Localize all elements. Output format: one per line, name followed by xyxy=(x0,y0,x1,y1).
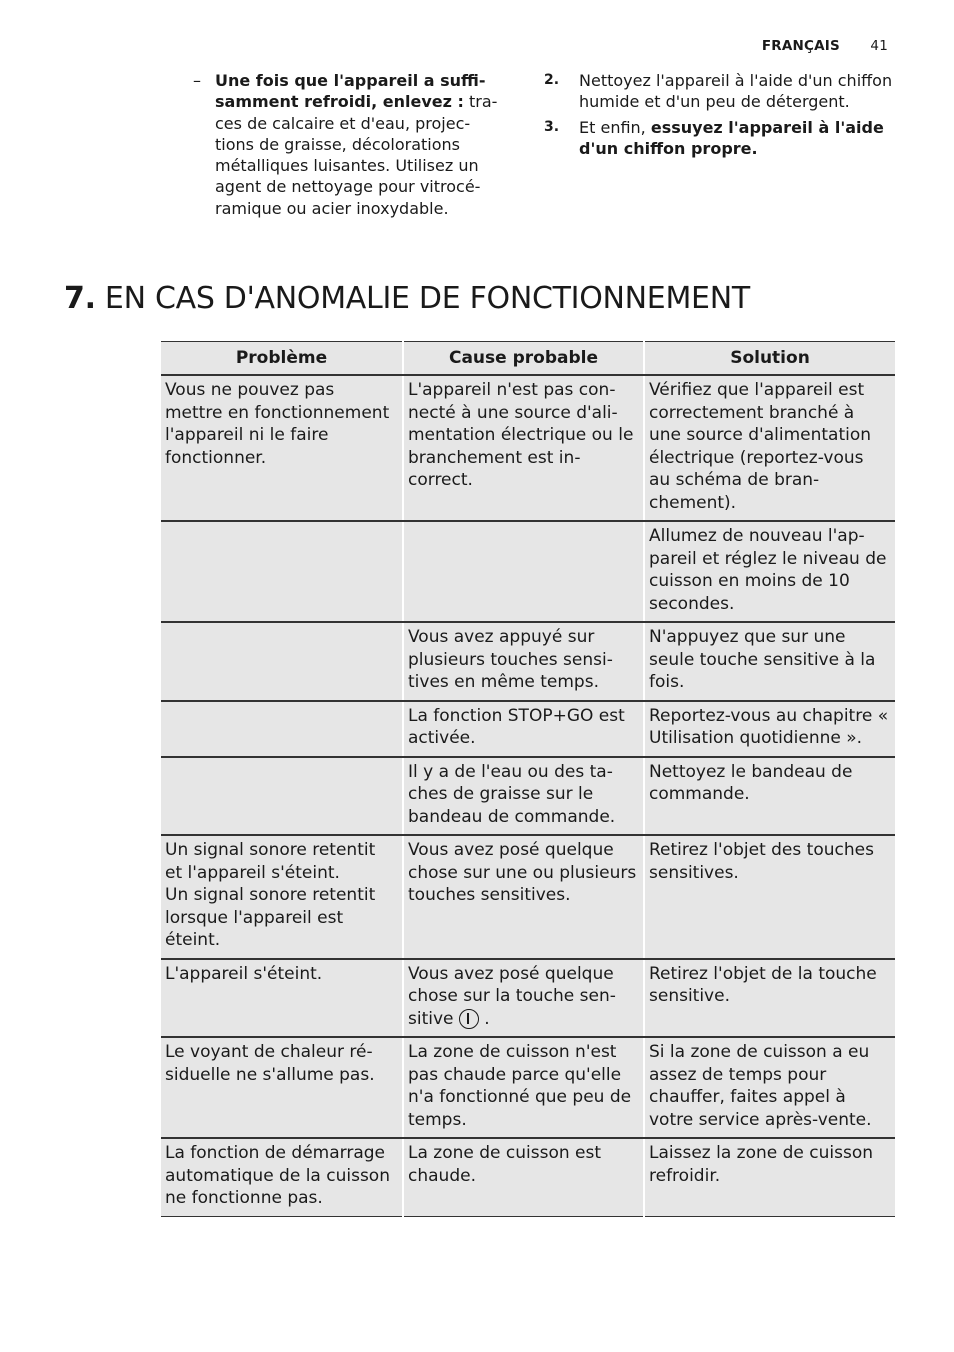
cause-text: Vous avez posé quelque chose sur la touche sensitive xyxy=(408,963,616,1029)
header-problem: Problème xyxy=(161,342,403,376)
problem-line: Un signal sonore retentit lorsque l'appareil est éteint. xyxy=(165,885,376,950)
table-row xyxy=(161,757,895,836)
cause-cell: Vous avez appuyé sur plusieurs touches sensitives en même temps. xyxy=(403,622,644,701)
solution-cell: Reportez-vous au chapitre « Utilisation quotidienne ». xyxy=(644,701,895,757)
solution-cell: Laissez la zone de cuisson refroidir. xyxy=(644,1138,895,1216)
dash-item-body: traces de calcaire et d'eau, projections de graisse, décolorations métalliques luisantes. Utilisez un agent de nettoyage pour vitrocéramique ou acier inoxydable. xyxy=(215,92,498,218)
dash-bullet: – xyxy=(193,71,201,90)
table-row xyxy=(161,622,895,701)
step-text: Et enfin, xyxy=(579,117,651,137)
page-header xyxy=(762,38,888,54)
step-3 xyxy=(544,117,902,160)
table-row xyxy=(161,521,895,622)
cause-cell: Il y a de l'eau ou des taches de graisse sur le bandeau de commande. xyxy=(403,757,644,836)
table-row xyxy=(161,1037,895,1138)
header-cause: Cause probable xyxy=(403,342,644,376)
problem-cell: L'appareil s'éteint. xyxy=(161,959,403,1038)
table-row xyxy=(161,1138,895,1216)
problem-cell xyxy=(161,521,403,622)
problem-cell xyxy=(161,622,403,701)
table-row xyxy=(161,835,895,959)
table-row xyxy=(161,701,895,757)
intro-dash-item xyxy=(193,70,503,219)
problem-cell: Vous ne pouvez pas mettre en fonctionnement l'appareil ni le faire fonctionner. xyxy=(161,375,403,521)
cause-cell xyxy=(403,521,644,622)
cause-cell: La fonction STOP+GO est activée. xyxy=(403,701,644,757)
solution-cell: Vérifiez que l'appareil est correctement branché à une source d'alimentation électrique (reportez-vous au schéma de branchement). xyxy=(644,375,895,521)
step-2 xyxy=(544,70,902,113)
cause-cell: La zone de cuisson n'est pas chaude parce qu'elle n'a fonctionné que peu de temps. xyxy=(403,1037,644,1138)
problem-cell xyxy=(161,701,403,757)
cause-cell xyxy=(403,959,644,1038)
table-header-row xyxy=(161,342,895,376)
step-bold-text: essuyez l'appareil à l'aide d'un chiffon propre. xyxy=(579,117,884,158)
problem-cell: La fonction de démarrage automatique de la cuisson ne fonctionne pas. xyxy=(161,1138,403,1216)
cause-cell: Vous avez posé quelque chose sur une ou plusieurs touches sensitives. xyxy=(403,835,644,959)
dash-item-bold: Une fois que l'appareil a suffisamment refroidi, enlevez : xyxy=(215,71,486,112)
solution-cell: N'appuyez que sur une seule touche sensitive à la fois. xyxy=(644,622,895,701)
problem-cell: Le voyant de chaleur résiduelle ne s'allume pas. xyxy=(161,1037,403,1138)
page-number: 41 xyxy=(870,38,888,54)
cause-cell: La zone de cuisson est chaude. xyxy=(403,1138,644,1216)
solution-cell: Si la zone de cuisson a eu assez de temps pour chauffer, faites appel à votre service après-vente. xyxy=(644,1037,895,1138)
intro-steps xyxy=(544,70,902,163)
table-row xyxy=(161,375,895,521)
section-heading xyxy=(64,281,750,316)
header-solution: Solution xyxy=(644,342,895,376)
solution-cell: Allumez de nouveau l'appareil et réglez le niveau de cuisson en moins de 10 secondes. xyxy=(644,521,895,622)
step-text: Nettoyez l'appareil à l'aide d'un chiffon humide et d'un peu de détergent. xyxy=(579,71,893,112)
cause-suffix: . xyxy=(478,1008,490,1029)
solution-cell: Retirez l'objet des touches sensitives. xyxy=(644,835,895,959)
problem-cell xyxy=(161,835,403,959)
problem-line: Un signal sonore retentit et l'appareil s'éteint. xyxy=(165,840,376,883)
troubleshooting-table xyxy=(161,341,895,1217)
power-icon xyxy=(459,1009,479,1029)
language-label: FRANÇAIS xyxy=(761,38,840,54)
step-number: 2. xyxy=(544,72,560,88)
section-number: 7. xyxy=(64,281,96,316)
solution-cell: Retirez l'objet de la touche sensitive. xyxy=(644,959,895,1038)
cause-cell: L'appareil n'est pas connecté à une source d'alimentation électrique ou le branchement est incorrect. xyxy=(403,375,644,521)
problem-cell xyxy=(161,757,403,836)
section-title: EN CAS D'ANOMALIE DE FONCTIONNEMENT xyxy=(104,281,750,316)
step-number: 3. xyxy=(544,118,560,135)
dash-item-text xyxy=(215,70,503,219)
table-row xyxy=(161,959,895,1038)
solution-cell: Nettoyez le bandeau de commande. xyxy=(644,757,895,836)
